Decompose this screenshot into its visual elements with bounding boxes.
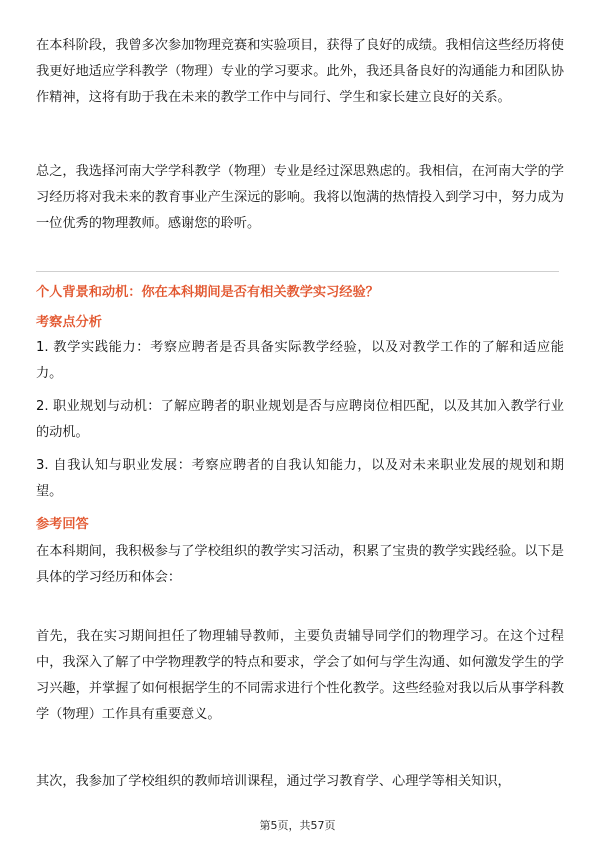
analysis-item-3: 3. 自我认知与职业发展：考察应聘者的自我认知能力，以及对未来职业发展的规划和期望。 <box>36 458 564 499</box>
answer-paragraph-2: 首先，我在实习期间担任了物理辅导教师，主要负责辅导同学们的物理学习。在这个过程中，我深入了解了中学物理教学的特点和要求，学会了如何与学生沟通、如何激发学生的学习兴趣，并掌握了如何根据学生的不同需求进行个性化教学。这些经验对我以后从事学科教学（物理）工作具有重要意义。 <box>36 629 564 722</box>
paragraph-experience: 在本科阶段，我曾多次参加物理竞赛和实验项目，获得了良好的成绩。我相信这些经历将使我更好地适应学科教学（物理）专业的学习要求。此外，我还具备良好的沟通能力和团队协作精神，这将有助于我在未来的教学工作中与同行、学生和家长建立良好的关系。 <box>36 38 564 105</box>
answer-heading: 参考回答 <box>36 517 89 532</box>
interview-question: 个人背景和动机：你在本科期间是否有相关教学实习经验？ <box>36 285 379 300</box>
page-footer: 第5页，共57页 <box>259 819 336 832</box>
analysis-item-1: 1. 教学实践能力：考察应聘者是否具备实际教学经验，以及对教学工作的了解和适应能力。 <box>36 340 564 381</box>
answer-paragraph-3: 其次，我参加了学校组织的教师培训课程，通过学习教育学、心理学等相关知识， <box>36 774 511 789</box>
analysis-item-2: 2. 职业规划与动机：了解应聘者的职业规划是否与应聘岗位相匹配，以及其加入教学行业的动机。 <box>36 399 564 440</box>
answer-paragraph-1: 在本科期间，我积极参与了学校组织的教学实习活动，积累了宝贵的教学实践经验。以下是具体的学习经历和体会： <box>36 544 564 585</box>
analysis-heading: 考察点分析 <box>36 315 102 330</box>
section-divider <box>36 271 559 272</box>
paragraph-conclusion: 总之，我选择河南大学学科教学（物理）专业是经过深思熟虑的。我相信，在河南大学的学习经历将对我未来的教育事业产生深远的影响。我将以饱满的热情投入到学习中，努力成为一位优秀的物理教师。感谢您的聆听。 <box>36 164 564 231</box>
